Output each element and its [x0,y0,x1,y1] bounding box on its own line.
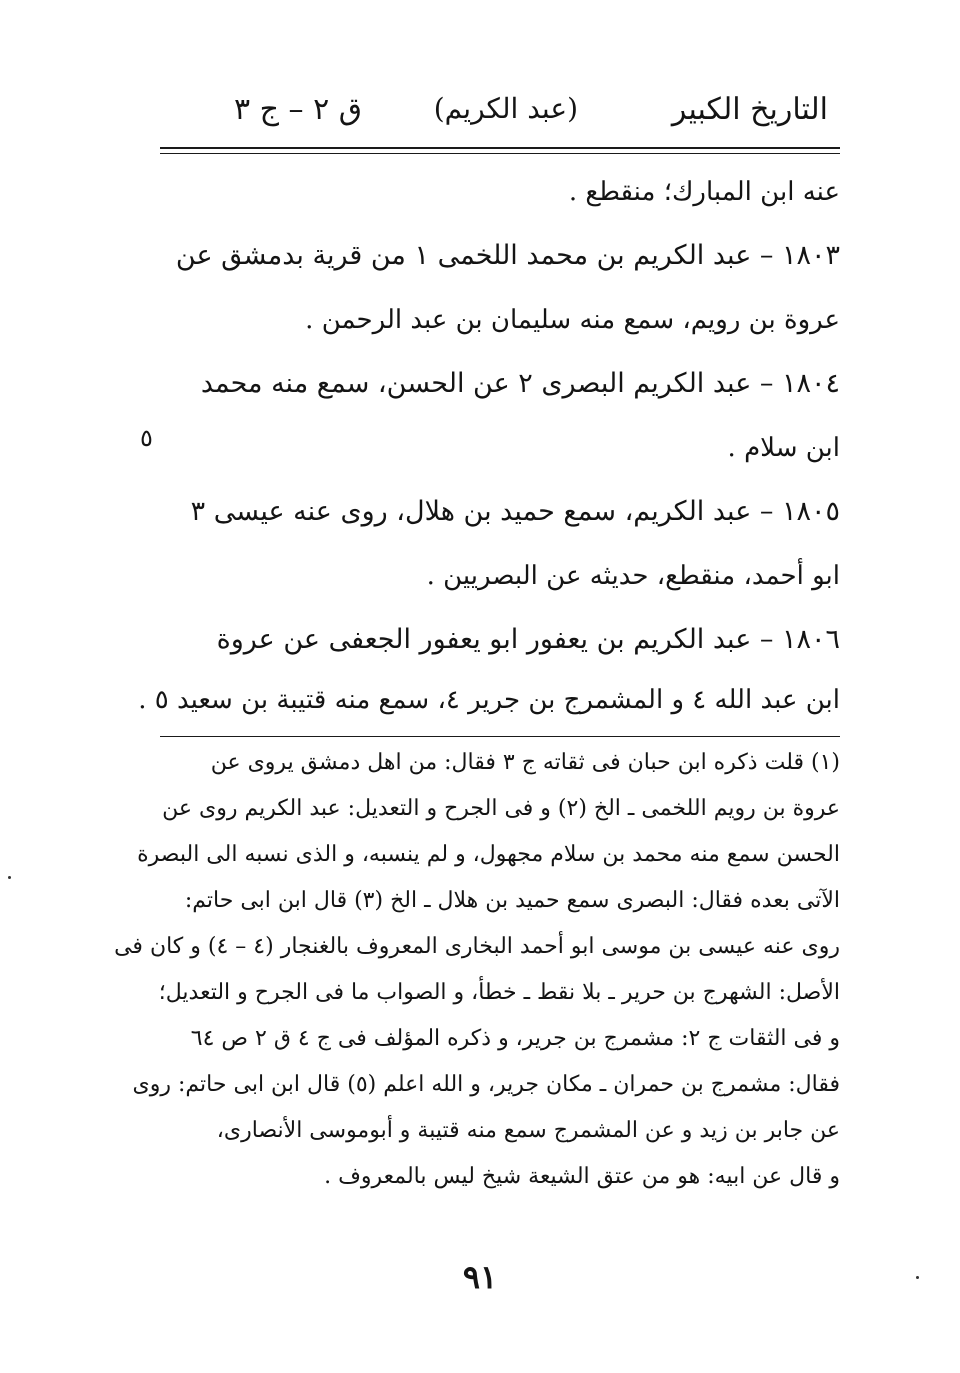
footnote-line: (١) قلت ذكره ابن حبان فى ثقاته ج ٣ فقال: من اهل دمشق يروى عن [210,750,840,775]
footnote-line: فقال: مشمرج بن حمران ـ مكان جرير، و الله اعلم (٥) قال ابن ابى حاتم: روى [132,1072,840,1097]
header-rule-thick [160,147,840,149]
header-entry-name: (عبد الكريم) [433,92,578,125]
footnote-line: الأصل: الشهرج بن حرير ـ بلا نقط ـ خطأ، و الصواب ما فى الجرح و التعديل؛ [158,980,840,1005]
page-number: ٩١ [462,1258,498,1296]
footnote-line: روى عنه عيسى بن موسى ابو أحمد البخارى المعروف بالغنجار (٤ – ٤) و كان فى [114,934,840,959]
footnote-line: الآتى بعده فقال: البصرى سمع حميد بن هلال ـ الخ (٣) قال ابن ابى حاتم: [184,888,840,913]
footnote-line: عن جابر بن زيد و عن المشمرج سمع منه قتيبة و أبوموسى الأنصارى، [216,1118,840,1143]
text-line: عروة بن رويم، سمع منه سليمان بن عبد الرحمن . [305,305,840,335]
line-count-marker: ٥ [140,424,153,452]
entry-1806-line: ١٨٠٦ – عبد الكريم بن يعفور ابو يعفور الجعفى عن عروة [216,624,840,655]
text-line: ابن سلام . [727,433,840,463]
text-line: عنه ابن المبارك؛ منقطع . [568,177,840,207]
text-line: ابو أحمد، منقطع، حديثه عن البصريين . [426,561,840,591]
entry-1803-line: ١٨٠٣ – عبد الكريم بن محمد اللخمى ١ من قرية بدمشق عن [175,240,840,271]
entry-1805-line: ١٨٠٥ – عبد الكريم، سمع حميد بن هلال، روى عنه عيسى ٣ [190,496,840,527]
scan-speck [916,1276,919,1279]
footnote-line: الحسن سمع منه محمد بن سلام مجهول، و لم ينسبه، و الذى نسبه الى البصرة [137,842,840,867]
text-line: ابن عبد الله ٤ و المشمرج بن جرير ٤، سمع منه قتيبة بن سعيد ٥ . [138,685,840,715]
footnote-line: و قال عن ابيه: هو من عتق الشيعة شيخ ليس بالمعروف . [324,1164,840,1189]
footnote-separator [160,736,840,737]
footnote-line: عروة بن رويم اللخمى ـ الخ (٢) و فى الجرح و التعديل: عبد الكريم روى عن [162,796,840,821]
header-rule-thin [160,153,840,154]
header-volume-ref: ق ٢ – ج ٣ [233,92,362,127]
header-book-title: التاريخ الكبير [671,92,828,127]
footnote-line: و فى الثقات ج ٢: مشمرج بن جرير، و ذكره المؤلف فى ج ٤ ق ٢ ص ٦٤ [190,1026,840,1051]
running-header [160,86,840,142]
entry-1804-line: ١٨٠٤ – عبد الكريم البصرى ٢ عن الحسن، سمع منه محمد [200,368,840,399]
scan-speck [8,876,11,879]
